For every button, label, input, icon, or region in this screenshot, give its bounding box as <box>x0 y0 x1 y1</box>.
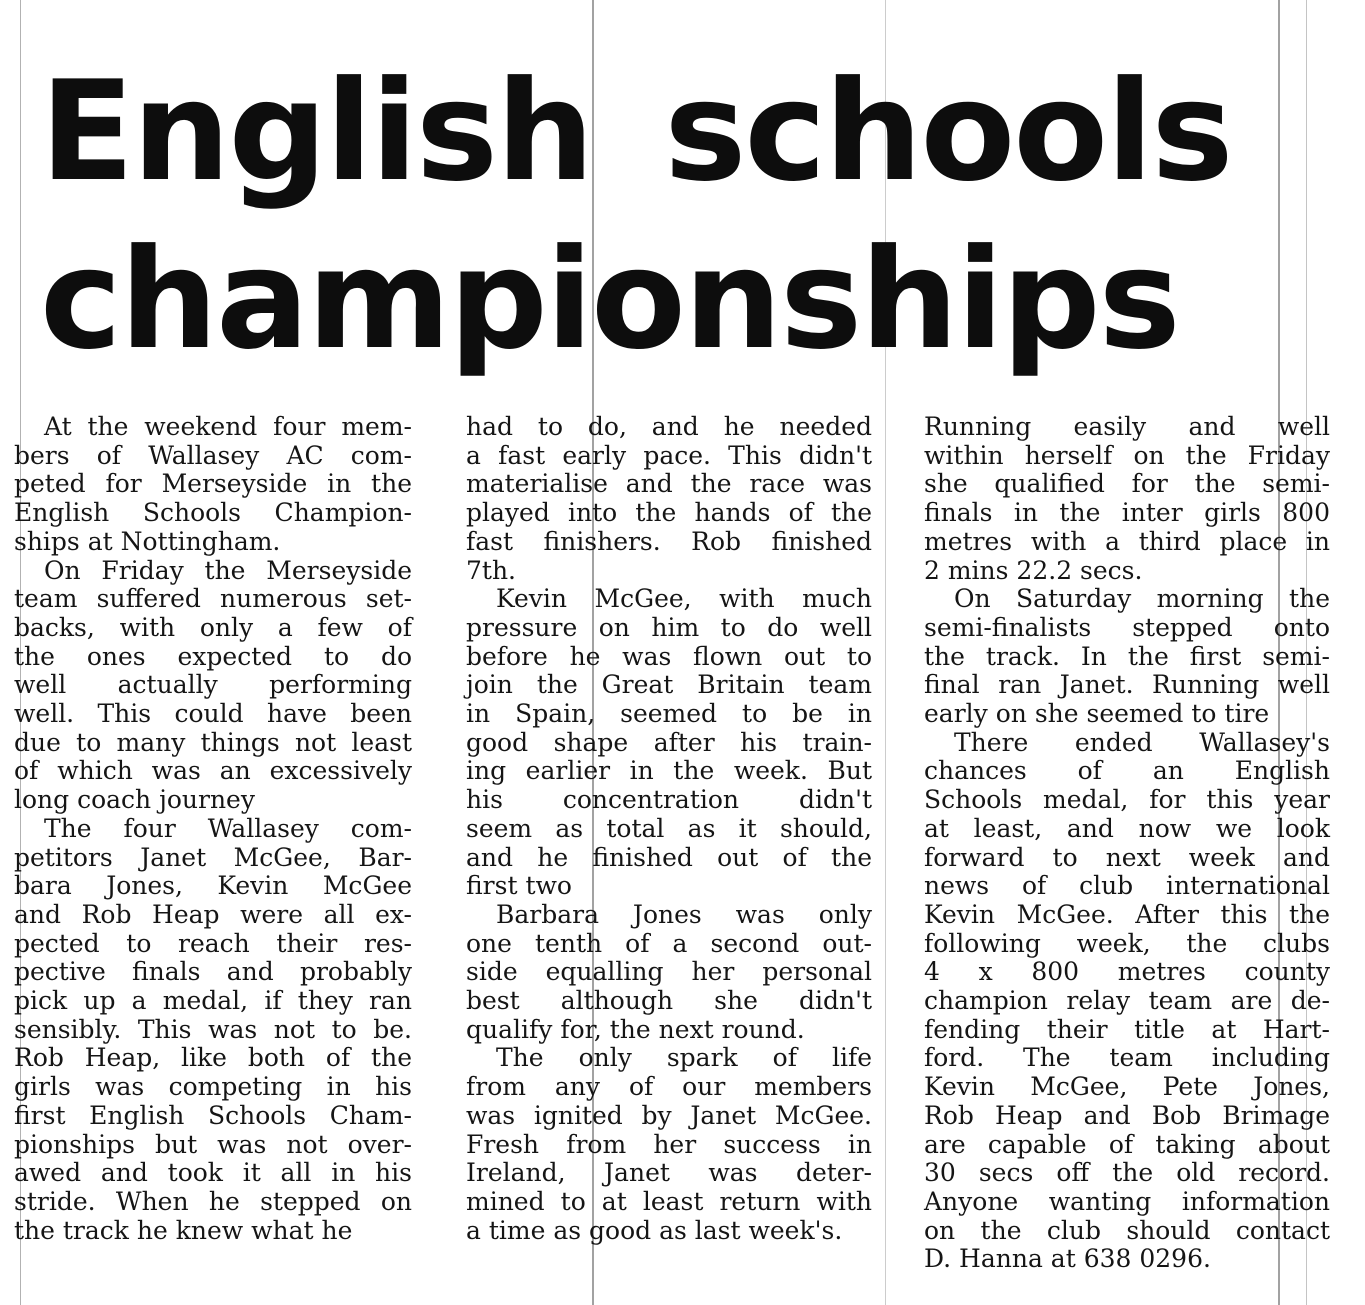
article-line: the track he knew what he <box>14 1215 353 1245</box>
article-line: Anyone wanting information <box>924 1186 1330 1216</box>
article-line: seem as total as it should, <box>466 813 872 843</box>
article-column-1 <box>14 413 412 1245</box>
article-line: pected to reach their res- <box>14 928 412 958</box>
article-line: There ended Wallasey's <box>954 727 1330 757</box>
article-line: a time as good as last week's. <box>466 1215 843 1245</box>
article-line: following week, the clubs <box>924 928 1330 958</box>
article-line: well actually performing <box>14 670 412 700</box>
article-line: played into the hands of the <box>466 498 872 528</box>
article-line: first two <box>466 871 572 901</box>
article-line: at least, and now we look <box>924 813 1330 843</box>
article-line: sensibly. This was not to be. <box>14 1014 412 1044</box>
article-line: semi-finalists stepped onto <box>924 612 1330 642</box>
article-line: bers of Wallasey AC com- <box>14 440 412 470</box>
article-line: pressure on him to do well <box>466 612 872 642</box>
article-line: Running easily and well <box>924 412 1330 441</box>
article-line: Kevin McGee. After this the <box>924 899 1330 929</box>
article-line: The only spark of life <box>496 1043 872 1073</box>
article-line: are capable of taking about <box>924 1129 1330 1159</box>
article-line: best although she didn't <box>466 986 872 1016</box>
article-line: Rob Heap, like both of the <box>14 1043 412 1073</box>
article-line: chances of an English <box>924 756 1330 786</box>
article-line: early on she seemed to tire <box>924 699 1270 729</box>
article-line: and he finished out of the <box>466 842 872 872</box>
article-line: girls was competing in his <box>14 1072 412 1102</box>
article-line: On Friday the Merseyside <box>44 555 412 585</box>
article-line: his concentration didn't <box>466 785 872 815</box>
article-line: join the Great Britain team <box>466 670 872 700</box>
article-line: on the club should contact <box>924 1215 1330 1245</box>
article-line: the track. In the first semi- <box>924 641 1330 671</box>
headline <box>40 48 1340 384</box>
article-line: The four Wallasey com- <box>44 813 412 843</box>
article-line: stride. When he stepped on <box>14 1186 412 1216</box>
headline-line-1 <box>40 48 1340 216</box>
article-line: a fast early pace. This didn't <box>466 440 872 470</box>
article-line: peted for Merseyside in the <box>14 469 412 499</box>
article-line: D. Hanna at 638 0296. <box>924 1244 1211 1274</box>
article-line: pionships but was not over- <box>14 1129 412 1159</box>
article-line: fending their title at Hart- <box>924 1014 1330 1044</box>
article-line: 30 secs off the old record. <box>924 1158 1330 1188</box>
article-line: the ones expected to do <box>14 641 412 671</box>
article-line: final ran Janet. Running well <box>924 670 1330 700</box>
article-line: one tenth of a second out- <box>466 928 872 958</box>
article-line: 4 x 800 metres county <box>924 957 1330 987</box>
article-line: of which was an excessively <box>14 756 412 786</box>
article-line: team suffered numerous set- <box>14 584 412 614</box>
article-line: she qualified for the semi- <box>924 469 1330 499</box>
article-line: ships at Nottingham. <box>14 526 281 556</box>
article-line: well. This could have been <box>14 699 412 729</box>
article-line: backs, with only a few of <box>14 612 412 642</box>
article-line: champion relay team are de- <box>924 986 1330 1016</box>
article-line: bara Jones, Kevin McGee <box>14 871 412 901</box>
article-line: finals in the inter girls 800 <box>924 498 1330 528</box>
article-line: pick up a medal, if they ran <box>14 986 412 1016</box>
article-line: good shape after his train- <box>466 727 872 757</box>
article-line: At the weekend four mem- <box>44 412 412 441</box>
article-line: before he was flown out to <box>466 641 872 671</box>
article-line: awed and took it all in his <box>14 1158 412 1188</box>
article-line: 2 mins 22.2 secs. <box>924 555 1143 585</box>
headline-word-championships: championships <box>40 219 1179 380</box>
article-line: pective finals and probably <box>14 957 412 987</box>
headline-word-english: English <box>40 51 593 212</box>
article-line: side equalling her personal <box>466 957 872 987</box>
article-line: Ireland, Janet was deter- <box>466 1158 872 1188</box>
article-line: Schools medal, for this year <box>924 785 1330 815</box>
article-line: Kevin McGee, Pete Jones, <box>924 1072 1330 1102</box>
article-line: ford. The team including <box>924 1043 1330 1073</box>
article-line: qualify for, the next round. <box>466 1014 805 1044</box>
article-line: first English Schools Cham- <box>14 1100 412 1130</box>
article-line: Kevin McGee, with much <box>496 584 872 614</box>
article-line: within herself on the Friday <box>924 440 1330 470</box>
article-line: had to do, and he needed <box>466 412 872 441</box>
article-line: materialise and the race was <box>466 469 872 499</box>
article-line: forward to next week and <box>924 842 1330 872</box>
article-line: On Saturday morning the <box>954 584 1330 614</box>
article-line: due to many things not least <box>14 727 412 757</box>
article-line: Fresh from her success in <box>466 1129 872 1159</box>
article-line: metres with a third place in <box>924 526 1330 556</box>
headline-line-2 <box>40 216 1340 384</box>
article-line: in Spain, seemed to be in <box>466 699 872 729</box>
article-line: from any of our members <box>466 1072 872 1102</box>
article-line: petitors Janet McGee, Bar- <box>14 842 412 872</box>
article-line: English Schools Champion- <box>14 498 412 528</box>
article-line: fast finishers. Rob finished <box>466 526 872 556</box>
article-column-3 <box>924 413 1330 1274</box>
article-line: news of club international <box>924 871 1330 901</box>
article-line: and Rob Heap were all ex- <box>14 899 412 929</box>
article-line: was ignited by Janet McGee. <box>466 1100 872 1130</box>
article-line: mined to at least return with <box>466 1186 872 1216</box>
headline-word-schools: schools <box>664 51 1232 212</box>
article-line: Barbara Jones was only <box>496 899 872 929</box>
article-line: long coach journey <box>14 785 255 815</box>
article-line: ing earlier in the week. But <box>466 756 872 786</box>
article-line: 7th. <box>466 555 516 585</box>
article-line: Rob Heap and Bob Brimage <box>924 1100 1330 1130</box>
article-column-2 <box>466 413 872 1245</box>
